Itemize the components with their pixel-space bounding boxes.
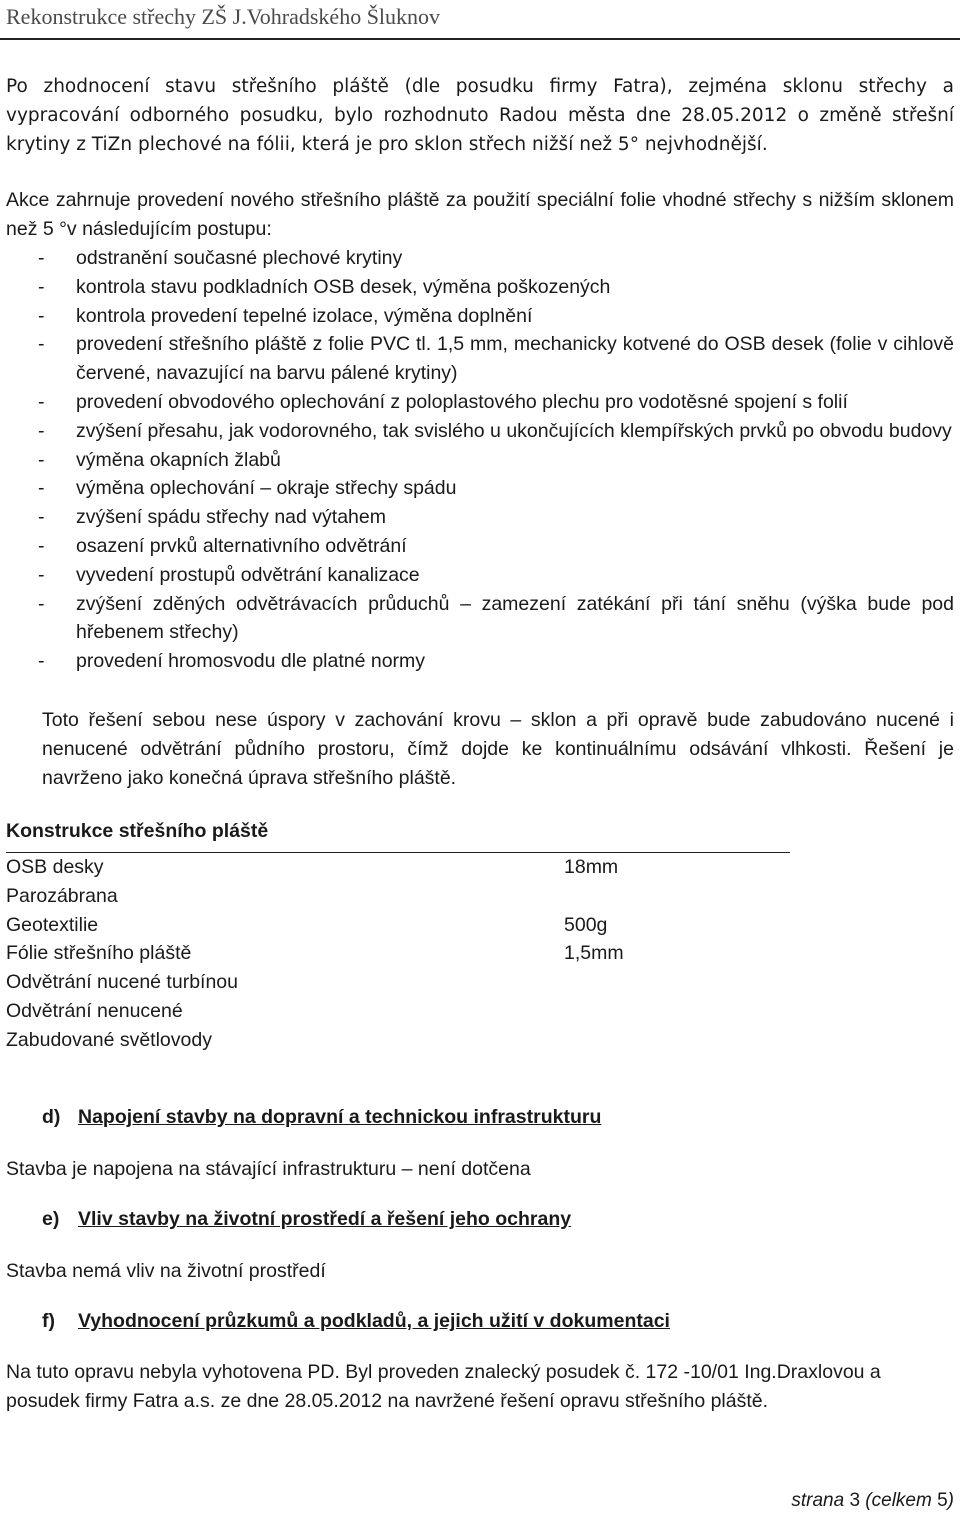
list-item bbox=[38, 561, 954, 590]
list-item bbox=[38, 590, 954, 648]
action-paragraph: Akce zahrnuje provedení nového střešního pláště za použití speciální folie vhodné střechy s nižším sklonem než 5 °v následujícím postupu: bbox=[6, 189, 954, 240]
list-item-text: zvýšení zděných odvětrávacích průduchů – zamezení zatékání při tání sněhu (výška bude pod hřebenem střechy) bbox=[76, 592, 954, 644]
layer-name: Fólie střešního pláště bbox=[6, 942, 192, 965]
layer-name: Zabudované světlovody bbox=[6, 1028, 212, 1051]
closing-paragraph: Toto řešení sebou nese úspory v zachování krovu – sklon a při opravě bude zabudováno nucené i nenucené odvětrání půdního prostoru, čímž dojde ke kontinuálnímu odsávání vlhkosti. Řešení je navrženo jako konečná úprava střešního pláště. bbox=[42, 709, 954, 789]
section-d-heading bbox=[42, 1106, 601, 1129]
list-dash: - bbox=[38, 592, 45, 615]
section-letter: f) bbox=[42, 1310, 55, 1332]
list-item-text: výměna okapních žlabů bbox=[76, 448, 281, 471]
list-dash: - bbox=[38, 477, 45, 500]
list-item bbox=[38, 474, 954, 503]
list-item bbox=[38, 446, 954, 475]
list-item-text: odstranění současné plechové krytiny bbox=[76, 247, 403, 269]
layer-name: OSB desky bbox=[6, 856, 104, 878]
layer-name: Odvětrání nenucené bbox=[6, 999, 183, 1022]
list-item-text: vyvedení prostupů odvětrání kanalizace bbox=[76, 563, 420, 586]
section-f-text: Na tuto opravu nebyla vyhotovena PD. Byl proveden znalecký posudek č. 172 -10/01 Ing.Draxlovou a posudek firmy Fatra a.s. ze dne 28.05.2012 na navržené řešení opravu střešního pláště. bbox=[6, 1361, 881, 1412]
construction-row bbox=[6, 1026, 706, 1055]
list-dash: - bbox=[38, 419, 45, 442]
list-item bbox=[38, 330, 954, 388]
layer-value: 500g bbox=[564, 913, 608, 936]
list-item-text: výměna oplechování – okraje střechy spádu bbox=[76, 477, 457, 500]
list-dash: - bbox=[38, 333, 45, 356]
section-title: Vliv stavby na životní prostředí a řešení jeho ochrany bbox=[78, 1208, 572, 1230]
list-item bbox=[38, 417, 954, 446]
list-dash: - bbox=[38, 275, 45, 298]
footer-close: ) bbox=[947, 1490, 954, 1511]
construction-row bbox=[6, 882, 706, 911]
construction-row bbox=[6, 939, 706, 968]
list-item bbox=[38, 302, 954, 331]
construction-row bbox=[6, 968, 706, 997]
section-e-text: Stavba nemá vliv na životní prostředí bbox=[6, 1260, 326, 1282]
list-item-text: kontrola stavu podkladních OSB desek, výměna poškozených bbox=[76, 275, 611, 298]
list-dash: - bbox=[38, 563, 45, 586]
list-item bbox=[38, 647, 954, 676]
section-d-text: Stavba je napojena na stávající infrastrukturu – není dotčena bbox=[6, 1158, 531, 1180]
layer-name: Odvětrání nucené turbínou bbox=[6, 971, 238, 994]
layer-name: Geotextilie bbox=[6, 913, 99, 936]
construction-row bbox=[6, 853, 706, 882]
section-title: Napojení stavby na dopravní a technickou infrastrukturu bbox=[78, 1106, 602, 1128]
list-dash: - bbox=[38, 506, 45, 529]
section-letter: d) bbox=[42, 1106, 61, 1128]
list-item bbox=[38, 244, 954, 273]
section-f-heading bbox=[42, 1310, 670, 1333]
list-item-text: zvýšení spádu střechy nad výtahem bbox=[76, 506, 386, 529]
list-item bbox=[38, 273, 954, 302]
list-dash: - bbox=[38, 247, 45, 269]
section-e-heading bbox=[42, 1208, 571, 1231]
list-dash: - bbox=[38, 304, 45, 327]
intro-paragraph: Po zhodnocení stavu střešního pláště (dle posudku firmy Fatra), zejména sklonu střechy a vypracování odborného posudku, bylo rozhodnuto Radou města dne 28.05.2012 o změně střešní krytiny z TiZn plechové na fólii, která je pro sklon střech nižší než 5° nejvhodnější. bbox=[6, 76, 954, 155]
layer-value: 1,5mm bbox=[564, 942, 624, 965]
list-item bbox=[38, 388, 954, 417]
section-title: Vyhodnocení průzkumů a podkladů, a jejich užití v dokumentaci bbox=[78, 1310, 670, 1332]
construction-row bbox=[6, 911, 706, 940]
list-dash: - bbox=[38, 390, 45, 413]
page-footer bbox=[791, 1490, 954, 1512]
list-item-text: provedení střešního pláště z folie PVC tl. 1,5 mm, mechanicky kotvené do OSB desek (folie v cihlově červené, navazující na barvu pálené krytiny) bbox=[76, 333, 954, 385]
procedure-list bbox=[38, 244, 954, 676]
construction-title: Konstrukce střešního pláště bbox=[6, 820, 269, 842]
page-label: strana bbox=[791, 1490, 845, 1511]
layer-value: 18mm bbox=[564, 856, 619, 878]
list-item bbox=[38, 532, 954, 561]
layer-name: Parozábrana bbox=[6, 884, 118, 907]
list-item-text: provedení obvodového oplechování z poloplastového plechu pro vodotěsné spojení s folií bbox=[76, 390, 848, 413]
section-letter: e) bbox=[42, 1208, 60, 1230]
construction-row bbox=[6, 997, 706, 1026]
list-item-text: kontrola provedení tepelné izolace, výměna doplnění bbox=[76, 304, 533, 327]
list-dash: - bbox=[38, 650, 45, 673]
list-item bbox=[38, 503, 954, 532]
header-divider bbox=[0, 38, 960, 40]
list-item-text: zvýšení přesahu, jak vodorovného, tak svislého u ukončujících klempířských prvků po obvodu budovy bbox=[76, 419, 952, 442]
total-pages: 5 bbox=[937, 1490, 948, 1511]
list-dash: - bbox=[38, 534, 45, 557]
list-dash: - bbox=[38, 448, 45, 471]
page-number: 3 bbox=[849, 1490, 861, 1511]
list-item-text: osazení prvků alternativního odvětrání bbox=[76, 534, 407, 557]
total-label: (celkem bbox=[865, 1490, 932, 1511]
document-header-title: Rekonstrukce střechy ZŠ J.Vohradského Šluknov bbox=[6, 4, 441, 29]
list-item-text: provedení hromosvodu dle platné normy bbox=[76, 650, 426, 673]
construction-table bbox=[6, 853, 706, 1055]
